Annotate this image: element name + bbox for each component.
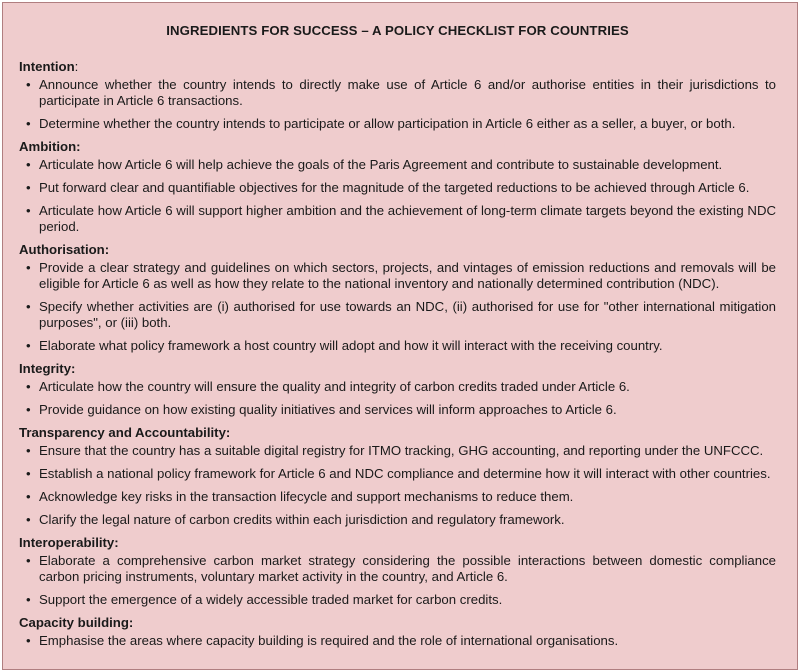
checklist-item-text: Put forward clear and quantifiable objectives for the magnitude of the targeted reductions to be achieved through Article 6. [39, 180, 750, 195]
bullet-icon: • [26, 466, 31, 481]
bullet-icon: • [26, 299, 31, 314]
checklist-item-text: Articulate how Article 6 will help achieve the goals of the Paris Agreement and contribute to sustainable development. [39, 157, 723, 172]
checklist-item-text: Establish a national policy framework for Article 6 and NDC compliance and determine how it will interact with other countries. [39, 466, 771, 481]
section-ambition [19, 139, 776, 235]
section-heading-text: Transparency and Accountability: [19, 425, 231, 440]
checklist-title: INGREDIENTS FOR SUCCESS – A POLICY CHECKLIST FOR COUNTRIES [166, 23, 629, 38]
checklist-item [19, 203, 776, 235]
checklist-item [19, 116, 776, 132]
bullet-icon: • [26, 338, 31, 353]
checklist-item-text: Provide guidance on how existing quality initiatives and services will inform approaches to Article 6. [39, 402, 617, 417]
checklist-items [19, 157, 776, 235]
bullet-icon: • [26, 260, 31, 275]
section-transparency-and-accountability [19, 425, 776, 528]
checklist-item-text: Determine whether the country intends to participate or allow participation in Article 6 either as a seller, a buyer, or both. [39, 116, 736, 131]
bullet-icon: • [26, 443, 31, 458]
bullet-icon: • [26, 402, 31, 417]
section-heading [19, 139, 776, 155]
section-heading [19, 59, 776, 75]
bullet-icon: • [26, 116, 31, 131]
section-heading [19, 425, 776, 441]
checklist-item [19, 466, 776, 482]
section-intention [19, 59, 776, 132]
bullet-icon: • [26, 157, 31, 172]
section-heading-text: Intention [19, 59, 75, 74]
section-heading-text: Integrity: [19, 361, 76, 376]
checklist-item-text: Provide a clear strategy and guidelines on which sectors, projects, and vintages of emission reductions and removals will be eligible for Article 6 as well as how they relate to the national inventory and nationally determined contribution (NDC). [39, 260, 776, 291]
checklist-item-text: Specify whether activities are (i) authorised for use towards an NDC, (ii) authorised for use for "other international mitigation purposes", or (iii) both. [39, 299, 776, 330]
checklist-item-text: Articulate how Article 6 will support higher ambition and the achievement of long-term climate targets beyond the existing NDC period. [39, 203, 776, 234]
checklist-item [19, 180, 776, 196]
checklist-item [19, 299, 776, 331]
bullet-icon: • [26, 592, 31, 607]
checklist-item-text: Clarify the legal nature of carbon credits within each jurisdiction and regulatory framework. [39, 512, 565, 527]
checklist-item [19, 592, 776, 608]
section-heading-text: Capacity building: [19, 615, 134, 630]
checklist-item [19, 512, 776, 528]
checklist-items [19, 443, 776, 528]
bullet-icon: • [26, 633, 31, 648]
checklist-items [19, 553, 776, 608]
checklist-item [19, 633, 776, 649]
checklist-item-text: Emphasise the areas where capacity building is required and the role of international organisations. [39, 633, 619, 648]
bullet-icon: • [26, 553, 31, 568]
section-heading [19, 615, 776, 631]
bullet-icon: • [26, 180, 31, 195]
checklist-item [19, 402, 776, 418]
section-integrity [19, 361, 776, 418]
checklist-item [19, 553, 776, 585]
section-heading [19, 535, 776, 551]
bullet-icon: • [26, 379, 31, 394]
section-heading [19, 361, 776, 377]
section-heading [19, 242, 776, 258]
section-heading-text: Ambition: [19, 139, 81, 154]
checklist-item [19, 157, 776, 173]
bullet-icon: • [26, 203, 31, 218]
checklist-item-text: Support the emergence of a widely accessible traded market for carbon credits. [39, 592, 503, 607]
section-interoperability [19, 535, 776, 608]
section-heading-suffix: : [74, 59, 79, 74]
checklist-item-text: Ensure that the country has a suitable digital registry for ITMO tracking, GHG accounting, and reporting under the UNFCCC. [39, 443, 764, 458]
checklist-item-text: Articulate how the country will ensure the quality and integrity of carbon credits traded under Article 6. [39, 379, 630, 394]
section-authorisation [19, 242, 776, 354]
bullet-icon: • [26, 77, 31, 92]
bullet-icon: • [26, 489, 31, 504]
checklist-item-text: Elaborate a comprehensive carbon market strategy considering the possible interactions between domestic compliance carbon pricing instruments, voluntary market activity in the country, and Article 6. [39, 553, 776, 584]
checklist-item-text: Announce whether the country intends to directly make use of Article 6 and/or authorise entities in their jurisdictions to participate in Article 6 transactions. [39, 77, 776, 108]
checklist-item-text: Elaborate what policy framework a host country will adopt and how it will interact with the receiving country. [39, 338, 663, 353]
checklist-sections [19, 59, 776, 649]
checklist-item [19, 77, 776, 109]
checklist-item [19, 338, 776, 354]
checklist-item [19, 443, 776, 459]
section-heading-text: Interoperability: [19, 535, 119, 550]
bullet-icon: • [26, 512, 31, 527]
checklist-item [19, 379, 776, 395]
checklist-item [19, 260, 776, 292]
checklist-item [19, 489, 776, 505]
checklist-box [2, 2, 798, 670]
checklist-items [19, 260, 776, 354]
checklist-item-text: Acknowledge key risks in the transaction lifecycle and support mechanisms to reduce them. [39, 489, 574, 504]
section-capacity-building [19, 615, 776, 649]
checklist-items [19, 633, 776, 649]
checklist-items [19, 379, 776, 418]
checklist-items [19, 77, 776, 132]
section-heading-text: Authorisation: [19, 242, 110, 257]
